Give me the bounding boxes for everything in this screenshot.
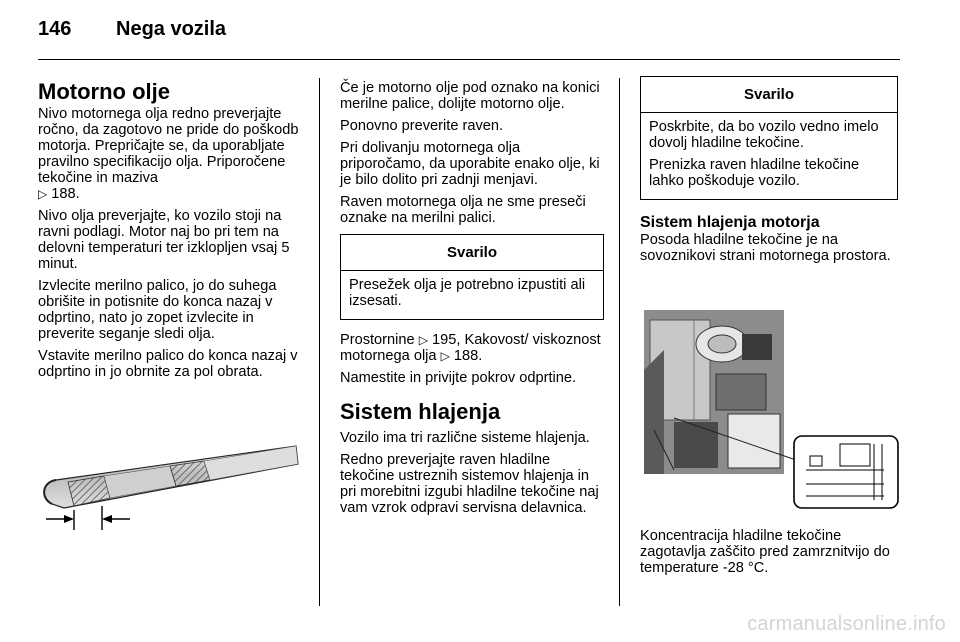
paragraph: Izvlecite merilno palico, jo do suhega obrišite in potisnite do konca nazaj v odprtino, nato jo zopet izvlecite in preverite seganje sledi olja. [38,278,277,342]
paragraph: Vozilo ima tri različne sisteme hlajenja. [340,430,590,446]
warning-title: Svarilo [641,77,897,113]
coolant-reservoir-illustration [644,310,900,510]
column-1 [38,80,304,386]
paragraph: Namestite in privijte pokrov odprtine. [340,370,577,386]
page-reference: 188. [51,186,80,202]
paragraph-text: Prostornine [340,332,415,348]
header-rule [38,59,900,60]
column-divider-1 [319,78,320,606]
page-number: 146 [38,18,72,40]
section-heading-cooling-system: Sistem hlajenja [340,399,501,424]
paragraph-text: 195, Kakovost/ viskoznost motornega olja [340,332,601,364]
column-2 [340,80,604,522]
dipstick-illustration [38,434,300,534]
paragraph: Če je motorno olje pod oznako na konici merilne palice, dolijte motorno olje. [340,80,600,112]
column-3 [640,76,898,576]
warning-text: Poskrbite, da bo vozilo vedno imelo dovolj hladilne tekočine. [649,119,879,151]
warning-text: Presežek olja je potrebno izpustiti ali izsesati. [349,277,586,309]
paragraph: Raven motornega olja ne sme preseči oznake na merilni palici. [340,194,586,226]
warning-text: Prenizka raven hladilne tekočine lahko poškoduje vozilo. [649,157,860,189]
paragraph-text: Nivo motornega olja redno preverjajte ročno, da zagotovo ne pride do poškodb motorja. Prepričajte se, da uporabljate pravilno specifikacijo olja. Priporočene tekočine in maziva [38,106,299,186]
page-reference-arrow-icon: ▷ [38,187,48,201]
paragraph [38,106,304,202]
page-reference-arrow-icon: ▷ [418,333,428,347]
warning-box [340,234,604,320]
paragraph: Posoda hladilne tekočine je na sovoznikovi strani motornega prostora. [640,232,891,264]
page-reference: 188. [453,348,483,364]
paragraph: Vstavite merilno palico do konca nazaj v odprtino in jo obrnite za pol obrata. [38,348,298,380]
paragraph [340,332,604,364]
column-divider-2 [619,78,620,606]
paragraph: Redno preverjajte raven hladilne tekočine ustreznih sistemov hlajenja in pri morebitni izgubi hladilne tekočine naj vam vzrok odpravi servisna delavnica. [340,452,599,516]
warning-box [640,76,898,200]
paragraph: Ponovno preverite raven. [340,118,504,134]
paragraph: Pri dolivanju motornega olja priporočamo, da uporabite enako olje, ki je bilo dolito pri zadnji menjavi. [340,140,600,188]
paragraph: Nivo olja preverjajte, ko vozilo stoji na ravni podlagi. Motor naj bo pri tem na delovni temperaturi ter izklopljen vsaj 5 minut. [38,208,290,272]
warning-title: Svarilo [341,235,603,271]
page-title: Nega vozila [116,18,227,40]
subsection-heading-engine-cooling: Sistem hlajenja motorja [640,214,820,231]
watermark: carmanualsonline.info [747,613,946,635]
section-heading-motor-oil: Motorno olje [38,79,170,104]
page-reference-arrow-icon: ▷ [440,349,450,363]
paragraph: Koncentracija hladilne tekočine zagotavlja zaščito pred zamrznitvijo do temperature -28 °C. [640,528,890,576]
